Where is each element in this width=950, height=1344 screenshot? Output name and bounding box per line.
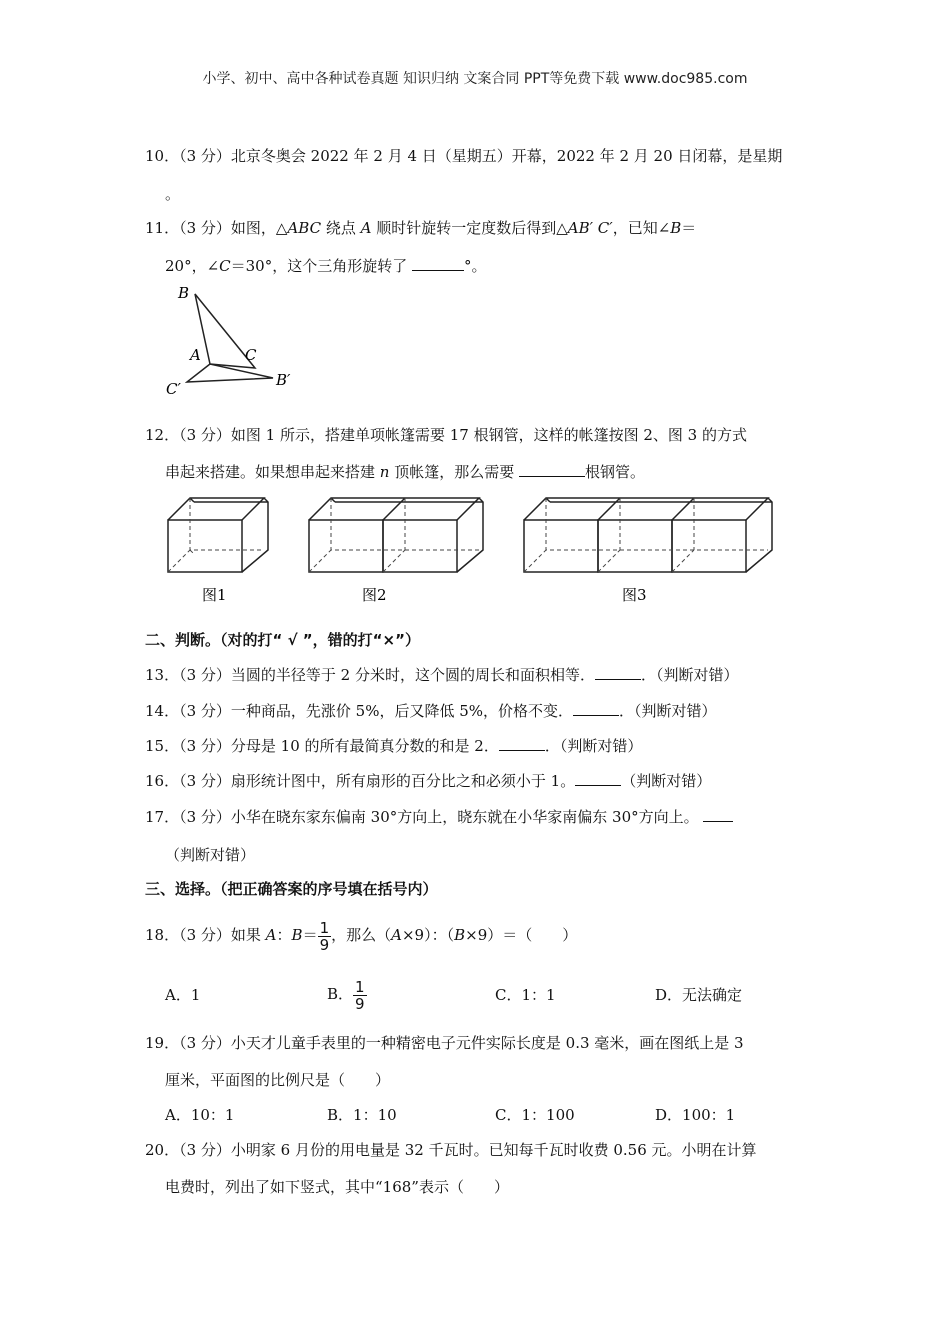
question-20-line1: 20．（3 分）小明家 6 月份的用电量是 32 千瓦时。已知每千瓦时收费 0.56 元。小明在计算 bbox=[145, 1141, 757, 1159]
fig3-caption: 图3 bbox=[622, 586, 647, 604]
label-b: B bbox=[178, 284, 190, 302]
q19-option-c[interactable]: C．1：100 bbox=[495, 1106, 575, 1124]
question-10-line1: 10．（3 分）北京冬奥会 2022 年 2 月 4 日（星期五）开幕，2022 年 2 月 20 日闭幕，是星期 bbox=[145, 147, 783, 165]
label-c-prime: C′ bbox=[166, 380, 181, 398]
q18-option-a[interactable]: A．1 bbox=[165, 986, 201, 1004]
answer-blank[interactable] bbox=[703, 807, 733, 822]
fraction-one-ninth: $\frac{1}{9}$ bbox=[319, 918, 330, 954]
q19-option-a[interactable]: A．10：1 bbox=[165, 1106, 235, 1124]
answer-blank[interactable] bbox=[412, 256, 464, 271]
question-17-line2: （判断对错） bbox=[165, 846, 256, 864]
tent-figure-1 bbox=[168, 498, 268, 572]
q18-option-b[interactable]: B． $\frac{1}{9}$ bbox=[327, 977, 365, 1013]
section-2-heading: 二、判断。（对的打“ √ ”，错的打“×”） bbox=[145, 631, 420, 649]
answer-blank[interactable] bbox=[595, 665, 641, 680]
tent-figure-3 bbox=[524, 498, 772, 572]
question-20-line2: 电费时，列出了如下竖式，其中“168”表示（ ） bbox=[165, 1178, 509, 1196]
fraction-one-ninth: $\frac{1}{9}$ bbox=[355, 977, 365, 1013]
question-11-line2: 20°，∠C＝30°，这个三角形旋转了 °。 bbox=[165, 257, 487, 275]
question-16: 16．（3 分）扇形统计图中，所有扇形的百分比之和必须小于 1。 （判断对错） bbox=[145, 772, 712, 790]
q19-option-d[interactable]: D．100：1 bbox=[655, 1106, 736, 1124]
question-13: 13．（3 分）当圆的半径等于 2 分米时，这个圆的周长和面积相等． ．（判断对错） bbox=[145, 666, 739, 684]
question-11-line1: 11．（3 分）如图，△ABC 绕点 A 顺时针旋转一定度数后得到△AB′ C′，已知∠B＝ bbox=[145, 219, 697, 237]
question-10-line2: 。 bbox=[165, 185, 181, 203]
label-b-prime: B′ bbox=[276, 371, 291, 389]
tent-figure-2 bbox=[309, 498, 483, 572]
question-18: 18．（3 分）如果 A：B＝ $\frac{1}{9}$ ，那么（A×9）：（B×9）＝（ ） bbox=[145, 918, 578, 954]
label-c: C bbox=[245, 346, 257, 364]
label-a: A bbox=[190, 346, 201, 364]
fig1-caption: 图1 bbox=[202, 586, 227, 604]
rotation-triangle-figure bbox=[160, 282, 310, 402]
page-header: 小学、初中、高中各种试卷真题 知识归纳 文案合同 PPT等免费下载 www.doc985.com bbox=[202, 71, 748, 87]
question-14: 14．（3 分）一种商品，先涨价 5%，后又降低 5%，价格不变． ．（判断对错） bbox=[145, 702, 717, 720]
question-12-line1: 12．（3 分）如图 1 所示，搭建单项帐篷需要 17 根钢管，这样的帐篷按图 2、图 3 的方式 bbox=[145, 426, 747, 444]
answer-blank[interactable] bbox=[575, 771, 621, 786]
question-17-line1: 17．（3 分）小华在晓东家东偏南 30°方向上，晓东就在小华家南偏东 30°方向上。 bbox=[145, 807, 733, 827]
tent-figures bbox=[160, 490, 790, 610]
question-19-line2: 厘米，平面图的比例尺是（ ） bbox=[165, 1071, 391, 1089]
question-12-line2: 串起来搭建。如果想串起来搭建 n 顶帐篷，那么需要 根钢管。 bbox=[165, 463, 646, 481]
answer-blank[interactable] bbox=[499, 736, 545, 751]
q18-option-c[interactable]: C．1：1 bbox=[495, 986, 556, 1004]
answer-blank[interactable] bbox=[519, 462, 585, 477]
question-15: 15．（3 分）分母是 10 的所有最简真分数的和是 2． ．（判断对错） bbox=[145, 737, 643, 755]
fig2-caption: 图2 bbox=[362, 586, 387, 604]
section-3-heading: 三、选择。（把正确答案的序号填在括号内） bbox=[145, 880, 438, 898]
q18-option-d[interactable]: D．无法确定 bbox=[655, 986, 743, 1004]
triangle-abpcp bbox=[187, 364, 273, 382]
question-19-line1: 19．（3 分）小天才儿童手表里的一种精密电子元件实际长度是 0.3 毫米，画在图纸上是 3 bbox=[145, 1034, 744, 1052]
answer-blank[interactable] bbox=[573, 701, 619, 716]
q19-option-b[interactable]: B．1：10 bbox=[327, 1106, 397, 1124]
